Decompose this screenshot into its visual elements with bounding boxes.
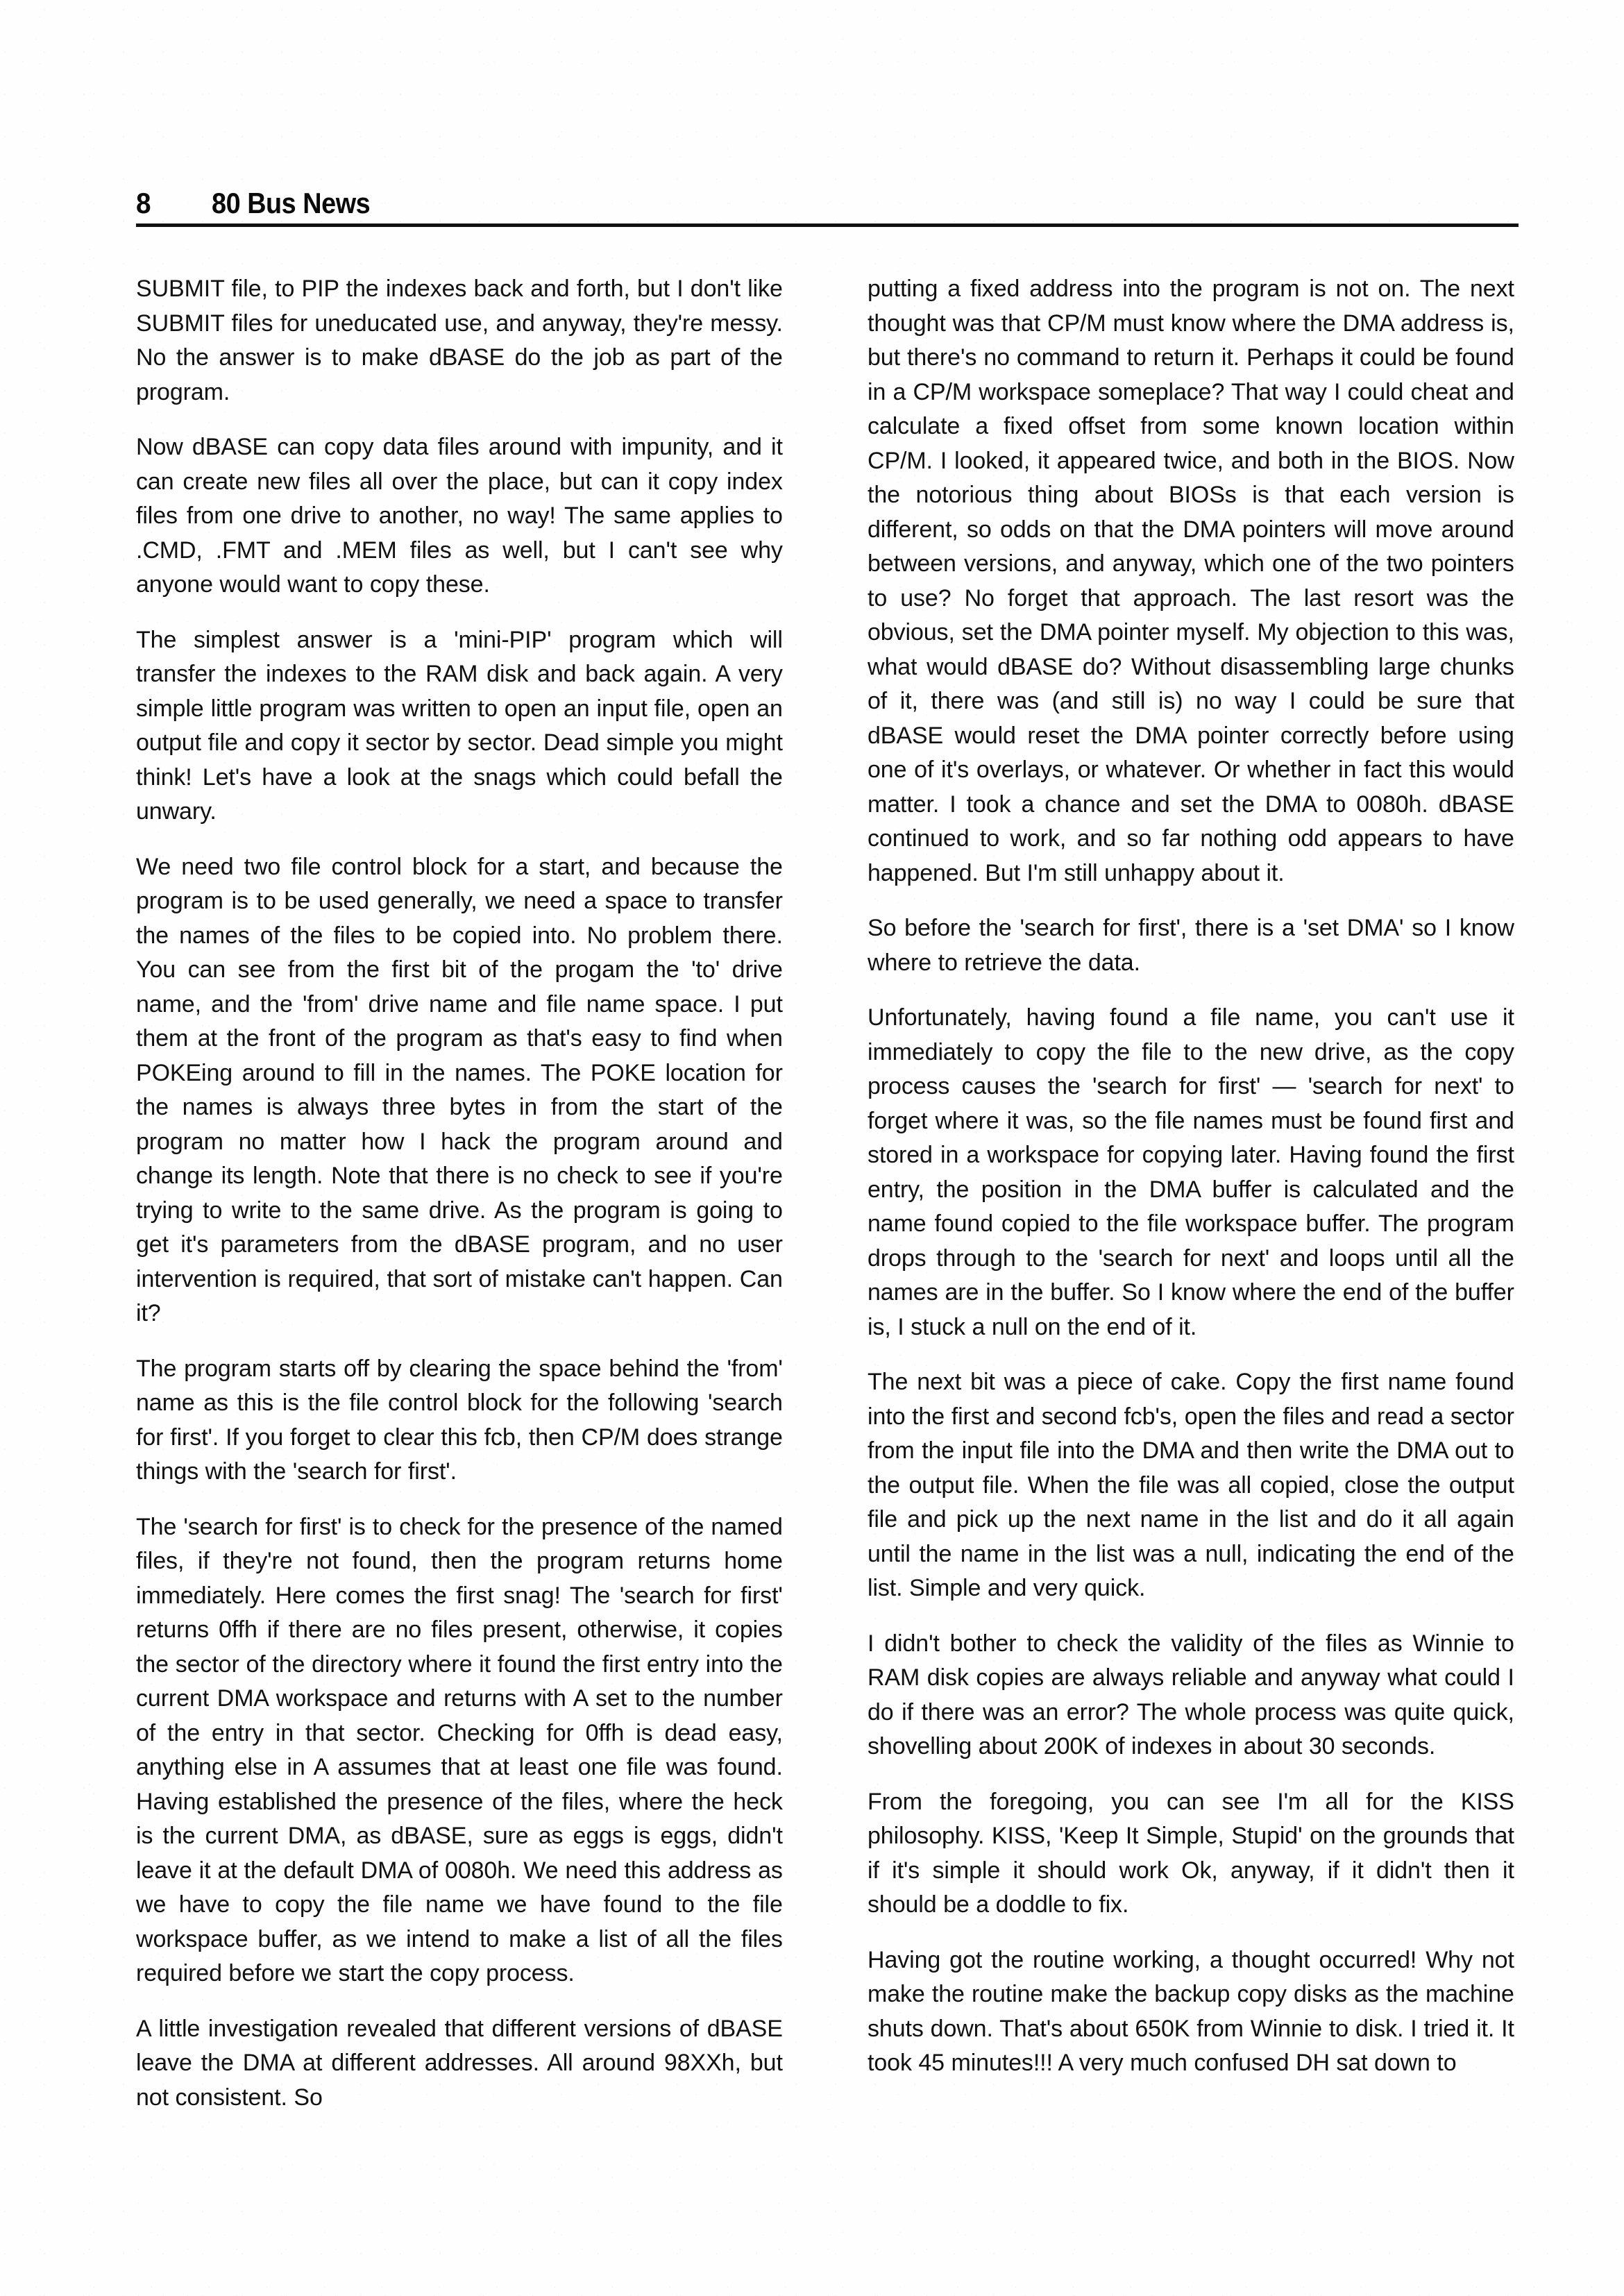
- paragraph: From the foregoing, you can see I'm all for the KISS philosophy. KISS, 'Keep It Simple, Stupid' on the grounds that if it's simple it should work Ok, anyway, if it didn't then it should be a doddle to fix.: [868, 1788, 1514, 1918]
- paragraph: I didn't bother to check the validity of the files as Winnie to RAM disk copies are always reliable and anyway what could I do if there was an error? The whole process was quite quick, shovelling about 200K of indexes in about 30 seconds.: [868, 1630, 1514, 1759]
- paragraph: The program starts off by clearing the space behind the 'from' name as this is the file control block for the following 'search for first'. If you forget to clear this fcb, then CP/M does strange things with the 'search for first'.: [136, 1355, 783, 1485]
- running-head: [136, 179, 1517, 226]
- paragraph: SUBMIT file, to PIP the indexes back and forth, but I don't like SUBMIT files for uneducated use, and anyway, they're messy. No the answer is to make dBASE do the job as part of the program.: [136, 276, 783, 405]
- paragraph: The 'search for first' is to check for the presence of the named files, if they're not found, then the program returns home immediately. Here comes the first snag! The 'search for first' returns 0ffh if there are no files present, otherwise, it copies the sector of the directory where it found the first entry into the current DMA workspace and returns with A set to the number of the entry in that sector. Checking for 0ffh is dead easy, anything else in A assumes that at least one file was found. Having established the presence of the files, where the heck is the current DMA, as dBASE, sure as eggs is eggs, didn't leave it at the default DMA of 0080h. We need this address as we have to copy the file name we have found to the file workspace buffer, as we intend to make a list of all the files required before we start the copy process.: [136, 1513, 783, 1986]
- paragraph: So before the 'search for first', there is a 'set DMA' so I know where to retrieve the data.: [868, 915, 1514, 976]
- paragraph: putting a fixed address into the program is not on. The next thought was that CP/M must know where the DMA address is, but there's no command to return it. Perhaps it could be found in a CP/M workspace someplace? That way I could cheat and calculate a fixed offset from some known location within CP/M. I looked, it appeared twice, and both in the BIOS. Now the notorious thing about BIOSs is that each version is different, so odds on that the DMA pointers will move around between versions, and anyway, which one of the two pointers to use? No forget that approach. The last resort was the obvious, set the DMA pointer myself. My objection to this was, what would dBASE do? Without disassembling large chunks of it, there was (and still is) no way I could be sure that dBASE would reset the DMA pointer correctly before using one of it's overlays, or whatever. Or whether in fact this would matter. I took a chance and set the DMA to 0080h. dBASE continued to work, and so far nothing odd appears to have happened. But I'm still unhappy about it.: [868, 276, 1514, 886]
- paragraph: A little investigation revealed that different versions of dBASE leave the DMA at different addresses. All around 98XXh, but not consistent. So: [136, 2015, 783, 2111]
- paragraph: The simplest answer is a 'mini-PIP' program which will transfer the indexes to the RAM disk and back again. A very simple little program was written to open an input file, open an output file and copy it sector by sector. Dead simple you might think! Let's have a look at the snags which could befall the unwary.: [136, 626, 783, 825]
- paragraph: The next bit was a piece of cake. Copy the first name found into the first and second fcb's, open the files and read a sector from the input file into the DMA and then write the DMA out to the output file. When the file was all copied, close the output file and pick up the next name in the list and do it all again until the name in the list was a null, indicating the end of the list. Simple and very quick.: [868, 1369, 1514, 1601]
- paragraph: Now dBASE can copy data files around with impunity, and it can create new files all over the place, but can it copy index files from one drive to another, no way! The same applies to .CMD, .FMT and .MEM files as well, but I can't see why anyone would want to copy these.: [136, 434, 783, 598]
- paragraph: We need two file control block for a start, and because the program is to be used generally, we need a space to transfer the names of the files to be copied into. No problem there. You can see from the first bit of the progam the 'to' drive name, and the 'from' drive name and file name space. I put them at the front of the program as that's easy to find when POKEing around to fill in the names. The POKE location for the names is always three bytes in from the start of the program no matter how I hack the program around and change its length. Note that there is no check to see if you're trying to write to the same drive. As the program is going to get it's parameters from the dBASE program, and no user intervention is required, that sort of mistake can't happen. Can it?: [136, 853, 783, 1326]
- page-number: 8: [136, 187, 151, 219]
- body-columns: [136, 272, 1524, 2115]
- column-left: [136, 272, 793, 2115]
- paragraph: Unfortunately, having found a file name, you can't use it immediately to copy the file to the new drive, as the copy process causes the 'search for first' — 'search for next' to forget where it was, so the file names must be found first and stored in a workspace for copying later. Having found the first entry, the position in the DMA buffer is calculated and the name found copied to the file workspace buffer. The program drops through to the 'search for next' and loops until all the names are in the buffer. So I know where the end of the buffer is, I stuck a null on the end of it.: [868, 1004, 1514, 1340]
- header-rule: [136, 223, 1519, 227]
- column-right: [868, 272, 1524, 2115]
- publication-title: 80 Bus News: [212, 187, 371, 219]
- paragraph: Having got the routine working, a thought occurred! Why not make the routine make the backup copy disks as the machine shuts down. That's about 650K from Winnie to disk. I tried it. It took 45 minutes!!! A very much confused DH sat down to: [868, 1946, 1514, 2076]
